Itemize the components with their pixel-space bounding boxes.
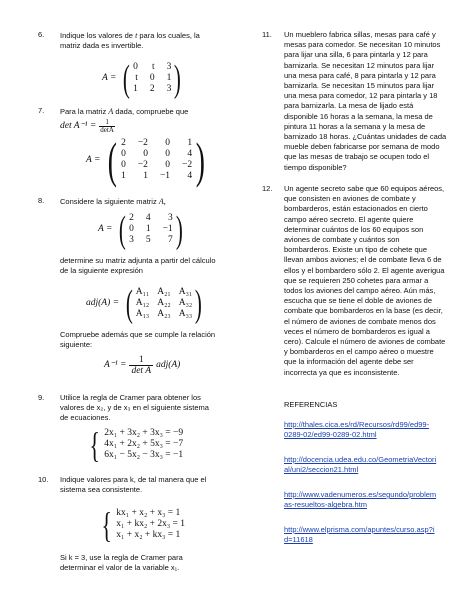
matrix-cell: A₃₃ (178, 309, 193, 319)
equations (104, 428, 183, 461)
text-line: barnizado 18 horas. ¿Cuántas unidades de cada (284, 132, 447, 142)
matrix-a-6 (102, 57, 184, 100)
formula-left: A⁻¹ = (104, 360, 127, 370)
link-line[interactable]: d=11618 (284, 535, 313, 545)
text-line: veces el número de bombarderos es igual a (284, 326, 430, 336)
matrix-cell: 1 (121, 171, 126, 181)
right-bracket: ) (175, 208, 183, 251)
text-line: combate que bombarderos en la base (es decir, (284, 306, 443, 316)
problem-8-text3 (60, 330, 244, 350)
matrix-cell: 4 (187, 149, 193, 159)
matrix-cell: 0 (121, 160, 126, 170)
link-line[interactable]: 0289-02/ed99-0289-02.html (284, 430, 377, 440)
matrix-cell: −1 (159, 171, 171, 181)
matrix-cell: 5 (145, 235, 151, 245)
text-line: de ecuaciones. (60, 413, 111, 423)
text-line: llevan ambos aviones; el de combate lleva 6 de (284, 255, 442, 265)
link-line[interactable]: as-resueltos-algebra.htm (284, 500, 367, 510)
text-line: de la siguiente expresión (60, 266, 143, 276)
reference-link-4[interactable] (284, 525, 434, 545)
text-line: Indique valores para k, de tal manera que el (60, 475, 207, 484)
matrix-cell: −2 (182, 160, 193, 170)
matrix-grid (121, 138, 192, 182)
matrix-label: A = (86, 154, 101, 165)
references-title: REFERENCIAS (284, 400, 338, 409)
problem-text (60, 106, 244, 117)
equation: 4x₁ + 2x₂ + 5x₃ = −7 (104, 439, 184, 449)
denominator: detA (100, 126, 114, 134)
numerator: 1 (105, 118, 109, 126)
matrix-cell: 2 (121, 138, 126, 148)
matrix-grid (133, 62, 171, 95)
text-line: disponible 16 horas a la semana, la mesa de (284, 111, 433, 121)
problem-text (284, 184, 452, 378)
left-bracket: ( (108, 132, 118, 188)
text-line: todos los aviones del campo aéreo. Aún más, (284, 286, 436, 296)
text-line: valores de x₂, y de x₃ en el siguiente sistema (60, 403, 209, 413)
left-brace: { (89, 424, 100, 465)
matrix-cell: A₂₁ (157, 287, 171, 297)
equation: x₁ + x₂ + kx₃ = 1 (116, 530, 181, 540)
matrix-grid (136, 287, 193, 320)
equation-system-9 (86, 424, 184, 465)
matrix-cell: 3 (129, 235, 134, 245)
matrix-cell: A₁₁ (135, 287, 150, 297)
denominator: det A (131, 366, 152, 376)
matrix-a-7 (86, 132, 209, 188)
matrix-cell: 0 (133, 62, 138, 72)
matrix-cell: 0 (143, 149, 148, 159)
equation: 2x₁ + 3x₂ + 3x₃ = −9 (104, 428, 184, 438)
matrix-cell: 1 (187, 138, 193, 148)
matrix-cell: A₃₂ (178, 298, 193, 308)
text-line: determine su matriz adjunta a partir del cálculo (60, 256, 216, 265)
text-line: que se requieren 250 cohetes para armar a (284, 275, 429, 285)
text-line: una mesa para café, 8 para pintarla y 12 para (284, 70, 436, 80)
problem-number: 6. (38, 30, 45, 39)
reference-link-1[interactable] (284, 420, 429, 440)
text-line: siguiente: (60, 340, 93, 350)
text-line: barnizarla. Se necesitan 15 minutos para lijar (284, 81, 435, 91)
matrix-cell: 0 (165, 160, 171, 170)
matrix-label: A = (98, 224, 113, 234)
matrix-cell: A₂₃ (157, 309, 171, 319)
text-line: mueble deben fabricarse por semana de modo (284, 142, 440, 152)
matrix-cell: 1 (145, 224, 151, 234)
problem-text (60, 30, 244, 41)
formula-right: adj(A) (156, 360, 181, 370)
text-line: ellos y el bombardero sólo 2. El agente averigua (284, 265, 445, 275)
matrix-cell: 1 (166, 73, 172, 83)
text-line: Compruebe además que se cumple la relación (60, 330, 216, 339)
problem-text (284, 30, 452, 173)
text-line: determinar cuántos de los 60 equipos son (284, 224, 424, 234)
problem-8-text2 (60, 256, 244, 276)
text-line: pintura 11 horas a la semana y la mesa de (284, 121, 426, 131)
matrix-cell: 0 (121, 149, 126, 159)
text-line: que las mesas de trabajo se ocupen todo el (284, 152, 430, 162)
right-bracket: ) (195, 132, 206, 188)
text-line: Utilice la regla de Cramer para obtener los (60, 393, 201, 402)
link-line[interactable]: al/uni2/seccion21.html (284, 465, 359, 475)
equation-system-10 (98, 504, 186, 545)
matrix-label: adj(A) = (86, 298, 120, 308)
matrix-cell: −2 (137, 138, 148, 148)
text-segment: Considere la siguiente matriz (60, 197, 157, 206)
text-line: para lijar una silla, 6 para pintarla y 12 para (284, 50, 428, 60)
left-bracket: ( (123, 57, 131, 100)
equation: x₁ + kx₂ + 2x₃ = 1 (116, 519, 186, 529)
link-line[interactable]: http://docencia.udea.edu.co/GeometriaVectori (284, 455, 437, 464)
matrix-cell: t (151, 62, 155, 72)
text-line: barnizarla. Se necesitan 12 minutos para lijar (284, 60, 435, 70)
fraction (129, 355, 153, 376)
variable: A (108, 107, 114, 116)
text-line: sistema sea consistente. (60, 485, 143, 495)
problem-number: 9. (38, 393, 45, 402)
link-line[interactable]: http://thales.cica.es/rd/Recursos/rd99/ed99- (284, 420, 430, 429)
matrix-cell: 1 (143, 171, 148, 181)
equation: 6x₁ − 5x₂ − 3x₃ = −1 (104, 450, 184, 460)
text-line: el número de aviones de combate menos dos (284, 316, 436, 326)
left-bracket: ( (125, 282, 133, 325)
text-line: que consisten en aviones de combate y (284, 194, 416, 204)
text-line: escucha que se tiene el doble de aviones de (284, 296, 433, 306)
right-bracket: ) (195, 282, 203, 325)
text-line: Un agente secreto sabe que 60 equipos aéreos, (284, 184, 445, 193)
matrix-cell: −1 (162, 224, 173, 234)
text-line: Si k = 3, use la regla de Cramer para (60, 553, 183, 562)
matrix-cell: A₁₃ (135, 309, 150, 319)
matrix-cell: 0 (165, 138, 171, 148)
det-inverse-formula (60, 119, 115, 134)
problem-number: 12. (262, 184, 273, 193)
matrix-cell: 3 (166, 84, 172, 94)
text-segment: Para la matriz (60, 107, 107, 116)
equations (116, 508, 185, 541)
adjoint-matrix (86, 282, 205, 325)
matrix-cell: t (135, 73, 138, 83)
variable: t (135, 31, 138, 40)
reference-link-3[interactable] (284, 490, 436, 510)
inverse-formula (104, 355, 180, 376)
matrix-cell: A₂₂ (157, 298, 171, 308)
matrix-cell: A₃₁ (178, 287, 193, 297)
text-line: aviones de combate y cuántos son (284, 235, 400, 245)
matrix-cell: 0 (149, 73, 155, 83)
matrix-cell: 4 (145, 213, 151, 223)
text-line: bombarderos, están estacionados en cierto (284, 204, 428, 214)
matrix-cell: 0 (129, 224, 134, 234)
link-line[interactable]: http://www.vadenumeros.es/segundo/problem (284, 490, 437, 499)
text-line: y bombarderos en el campo aéreo o muestre (284, 347, 434, 357)
right-bracket: ) (174, 57, 182, 100)
problem-10-text2 (60, 553, 244, 573)
problem-number: 7. (38, 106, 45, 115)
matrix-a-8 (98, 208, 185, 251)
equation: kx₁ + x₂ + x₃ = 1 (116, 508, 181, 518)
link-line[interactable]: http://www.elprisma.com/apuntes/curso.asp?i (284, 525, 435, 534)
left-bracket: ( (119, 208, 127, 251)
matrix-cell: 3 (167, 213, 173, 223)
text-line: Un mueblero fabrica sillas, mesas para café y (284, 30, 436, 39)
text-line: campo aéreo secreto. El agente quiere (284, 214, 414, 224)
matrix-cell: 7 (167, 235, 173, 245)
matrix-cell: 0 (165, 149, 171, 159)
problem-number: 11. (262, 30, 272, 39)
matrix-cell: 2 (149, 84, 155, 94)
text-line: mesas para comedor. Se necesitan 10 minutos (284, 40, 441, 50)
matrix-label: A = (102, 73, 117, 83)
matrix-cell: 3 (166, 62, 172, 72)
matrix-cell: 4 (187, 171, 193, 181)
text-line: incorrecta ya que es inconsistente. (284, 367, 400, 377)
text-segment: Indique los valores de (60, 31, 133, 40)
text-segment: dada, compruebe que (115, 107, 189, 116)
problem-number: 10. (38, 475, 49, 484)
matrix-cell: −2 (137, 160, 148, 170)
left-brace: { (101, 504, 112, 545)
text-line: bombarderos. Existe un tipo de cohete que (284, 245, 428, 255)
text-line: tiempo disponible? (284, 162, 347, 172)
matrix-cell: 1 (133, 84, 138, 94)
problem-text-line: matriz dada es invertible. (60, 41, 144, 51)
text-line: que la información del agente debe ser (284, 357, 414, 367)
text-line: una mesa para comedor, 12 para pintarla y 18 (284, 91, 438, 101)
reference-link-2[interactable] (284, 455, 436, 475)
problem-number: 8. (38, 196, 45, 205)
variable: A, (158, 197, 166, 206)
text-line: cero). Calcule el número de aviones de combate (284, 337, 446, 347)
numerator: 1 (138, 355, 144, 365)
matrix-cell: 2 (129, 213, 134, 223)
matrix-cell: A₁₂ (135, 298, 150, 308)
text-line: determinar el valor de la variable x₁. (60, 563, 180, 573)
text-line: para barnizarla. La mesa de lijado está (284, 101, 414, 111)
text-segment: para los cuales, la (139, 31, 200, 40)
matrix-grid (129, 213, 173, 246)
formula-left: det A⁻¹ = (60, 121, 97, 131)
